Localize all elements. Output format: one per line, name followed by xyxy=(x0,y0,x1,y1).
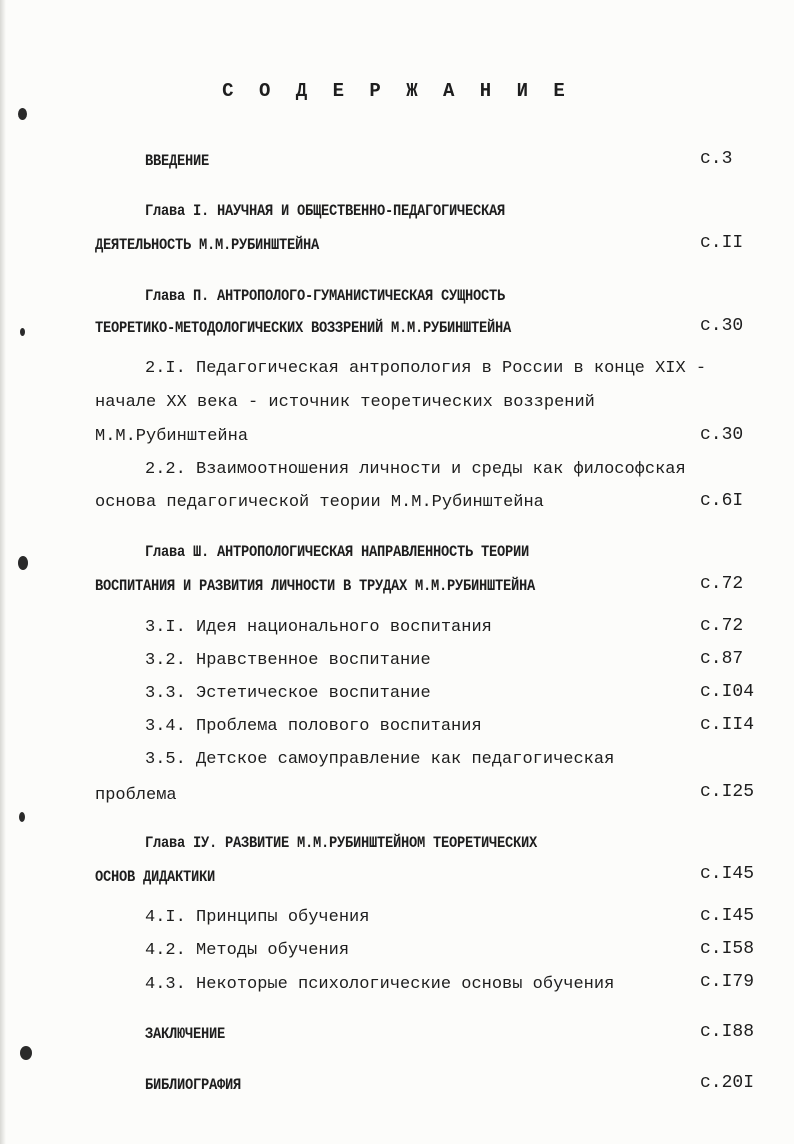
toc-entry-s3-5-line1: 3.5. Детское самоуправление как педагогическая xyxy=(145,750,615,769)
toc-entry-ch3-line2: ВОСПИТАНИЯ И РАЗВИТИЯ ЛИЧНОСТИ В ТРУДАХ М.М.РУБИНШТЕЙНА xyxy=(95,577,535,595)
toc-page-ch4: с.I45 xyxy=(700,864,755,884)
toc-entry-ch3-line1: Глава Ш. АНТРОПОЛОГИЧЕСКАЯ НАПРАВЛЕННОСТЬ ТЕОРИИ xyxy=(145,543,529,561)
toc-entry-s2-1-line1: 2.I. Педагогическая антропология в России в конце XIX - xyxy=(145,359,707,378)
toc-entry-s4-2: 4.2. Методы обучения xyxy=(145,941,350,960)
page-title: С О Д Е Р Ж А Н И Е xyxy=(222,80,572,102)
toc-entry-s4-1: 4.I. Принципы обучения xyxy=(145,908,370,927)
scan-edge-shadow xyxy=(0,0,6,1144)
toc-entry-s4-3: 4.3. Некоторые психологические основы обучения xyxy=(145,975,615,994)
scan-speck xyxy=(19,812,25,822)
toc-page-s2-1: с.30 xyxy=(700,425,744,445)
toc-entry-s2-2-line2: основа педагогической теории М.М.Рубинштейна xyxy=(95,493,544,512)
toc-entry-ch1-line1: Глава I. НАУЧНАЯ И ОБЩЕСТВЕННО-ПЕДАГОГИЧЕСКАЯ xyxy=(145,202,505,220)
toc-page-ch3: с.72 xyxy=(700,574,744,594)
toc-page-s4-2: с.I58 xyxy=(700,939,755,959)
toc-page-intro: с.3 xyxy=(700,149,733,169)
toc-page-s3-1: с.72 xyxy=(700,616,744,636)
toc-entry-s3-1: 3.I. Идея национального воспитания xyxy=(145,618,492,637)
toc-page-ch1: с.II xyxy=(700,233,744,253)
toc-page-s2-2: с.6I xyxy=(700,491,744,511)
toc-page-bibliography: с.20I xyxy=(700,1073,755,1093)
toc-entry-s2-2-line1: 2.2. Взаимоотношения личности и среды как философская xyxy=(145,460,686,479)
scan-speck xyxy=(20,1046,32,1060)
toc-page-s3-3: с.I04 xyxy=(700,682,755,702)
toc-entry-s2-1-line2: начале XX века - источник теоретических воззрений xyxy=(95,393,595,412)
toc-page-s3-5: с.I25 xyxy=(700,782,755,802)
toc-entry-ch2-line2: ТЕОРЕТИКО-МЕТОДОЛОГИЧЕСКИХ ВОЗЗРЕНИЙ М.М.РУБИНШТЕЙНА xyxy=(95,319,511,337)
toc-entry-intro: ВВЕДЕНИЕ xyxy=(145,152,210,170)
toc-page-s4-1: с.I45 xyxy=(700,906,755,926)
toc-entry-ch1-line2: ДЕЯТЕЛЬНОСТЬ М.М.РУБИНШТЕЙНА xyxy=(95,236,319,254)
toc-page-conclusion: с.I88 xyxy=(700,1022,755,1042)
toc-page-s3-2: с.87 xyxy=(700,649,744,669)
scan-speck xyxy=(18,556,28,570)
toc-entry-ch2-line1: Глава П. АНТРОПОЛОГО-ГУМАНИСТИЧЕСКАЯ СУЩНОСТЬ xyxy=(145,287,505,305)
toc-entry-s3-2: 3.2. Нравственное воспитание xyxy=(145,651,431,670)
toc-entry-ch4-line1: Глава IУ. РАЗВИТИЕ М.М.РУБИНШТЕЙНОМ ТЕОРЕТИЧЕСКИХ xyxy=(145,834,537,852)
toc-page-s4-3: с.I79 xyxy=(700,972,755,992)
toc-page-ch2: с.30 xyxy=(700,316,744,336)
toc-entry-s3-4: 3.4. Проблема полового воспитания xyxy=(145,717,482,736)
scan-speck xyxy=(18,108,27,120)
toc-entry-bibliography: БИБЛИОГРАФИЯ xyxy=(145,1076,241,1094)
toc-entry-s3-3: 3.3. Эстетическое воспитание xyxy=(145,684,431,703)
scan-speck xyxy=(20,328,25,336)
toc-entry-s2-1-line3: М.М.Рубинштейна xyxy=(95,427,249,446)
toc-entry-conclusion: ЗАКЛЮЧЕНИЕ xyxy=(145,1025,226,1043)
toc-entry-s3-5-line2: проблема xyxy=(95,786,177,805)
toc-page-s3-4: с.II4 xyxy=(700,715,755,735)
toc-entry-ch4-line2: ОСНОВ ДИДАКТИКИ xyxy=(95,868,215,886)
